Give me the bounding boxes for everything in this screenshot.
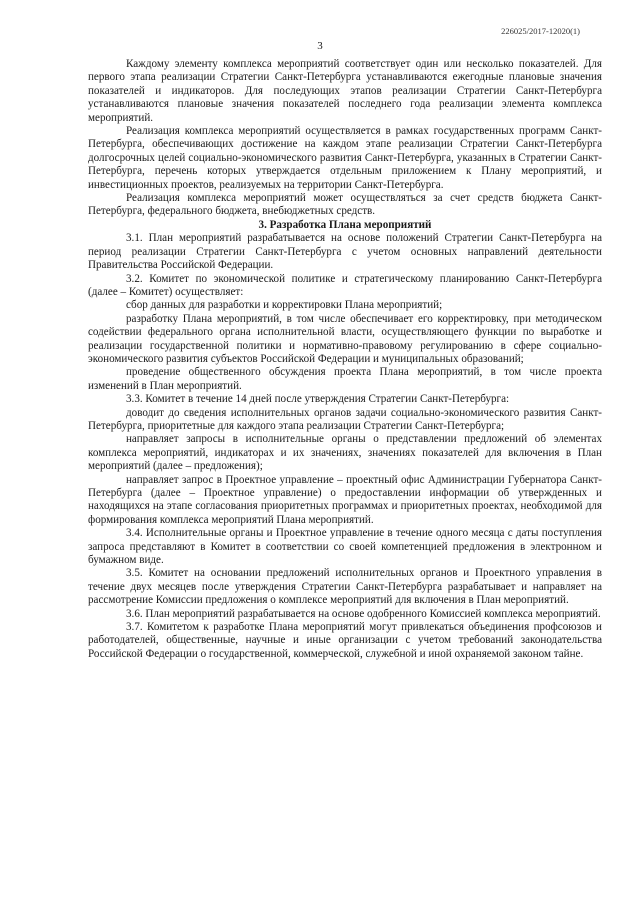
paragraph: Каждому элементу комплекса мероприятий соответствует один или несколько показателей. Для первого этапа реализации Стратегии Санкт-Петербурга устанавливаются ежегодные плановые значения показателей и индикаторов. Для последующих этапов реализации Стратегии Санкт-Петербурга устанавливаются плановые значения показателей последнего года реализации элемента комплекса мероприятий. <box>88 58 602 124</box>
page-number: 3 <box>317 40 323 52</box>
document-id: 226025/2017-12020(1) <box>501 26 580 36</box>
paragraph: 3.1. План мероприятий разрабатывается на основе положений Стратегии Санкт-Петербурга на период реализации Стратегии Санкт-Петербурга с учетом основных направлений деятельности Правительства Российской Федерации. <box>88 232 602 272</box>
document-body <box>88 58 602 661</box>
paragraph: 3.4. Исполнительные органы и Проектное управление в течение одного месяца с даты поступления запроса представляют в Комитет в соответствии со своей компетенцией предложения в электронном и бумажном виде. <box>88 527 602 567</box>
paragraph: Реализация комплекса мероприятий осуществляется в рамках государственных программ Санкт-Петербурга, обеспечивающих достижение на каждом этапе реализации Стратегии Санкт-Петербурга долгосрочных целей социально-экономического развития Санкт-Петербурга, указанных в Стратегии Санкт-Петербурга, перечень которых утверждается отдельным приложением к Плану мероприятий, и инвестиционных проектов, реализуемых на территории Санкт-Петербурга. <box>88 125 602 191</box>
paragraph: 3.6. План мероприятий разрабатывается на основе одобренного Комиссией комплекса мероприятий. <box>126 607 601 620</box>
paragraph: Реализация комплекса мероприятий может осуществляться за счет средств бюджета Санкт-Петербурга, федерального бюджета, внебюджетных средств. <box>88 192 602 218</box>
paragraph: сбор данных для разработки и корректировки Плана мероприятий; <box>126 299 443 312</box>
paragraph: проведение общественного обсуждения проекта Плана мероприятий, в том числе проекта изменений в План мероприятий. <box>88 366 602 392</box>
paragraph: направляет запросы в исполнительные органы о представлении предложений об элементах комплекса мероприятий, индикаторах и их значениях, значениях показателей для включения в План мероприятий (далее – предложения); <box>88 433 602 473</box>
paragraph: 3.7. Комитетом к разработке Плана мероприятий могут привлекаться объединения профсоюзов и работодателей, общественные, научные и иные организации с учетом требований законодательства Российской Федерации о государственной, коммерческой, служебной и иной охраняемой законом тайне. <box>88 621 602 660</box>
paragraph: 3.5. Комитет на основании предложений исполнительных органов и Проектного управления в течение двух месяцев после утверждения Стратегии Санкт-Петербурга разрабатывает и направляет на рассмотрение Комиссии предложения о комплексе мероприятий для включения в План мероприятий. <box>88 567 602 607</box>
paragraph: 3.2. Комитет по экономической политике и стратегическому планированию Санкт-Петербурга (далее – Комитет) осуществляет: <box>88 272 602 298</box>
paragraph: доводит до сведения исполнительных органов задачи социально-экономического развития Санкт-Петербурга, приоритетные для каждого этапа реализации Стратегии Санкт-Петербурга; <box>88 406 602 432</box>
paragraph: направляет запрос в Проектное управление – проектный офис Администрации Губернатора Санкт-Петербурга (далее – Проектное управление) о предоставлении информации об утвержденных и находящихся на этапе согласования приоритетных программах и приоритетных проектах, необходимой для формирования комплекса мероприятий Плана мероприятий. <box>88 473 602 526</box>
paragraph: 3.3. Комитет в течение 14 дней после утверждения Стратегии Санкт-Петербурга: <box>126 393 510 406</box>
paragraph: разработку Плана мероприятий, в том числе обеспечивает его корректировку, при методическом содействии федерального органа исполнительной власти, осуществляющего функции по выработке и реализации государственной политики и нормативно-правовому регулированию в сфере социально-экономического развития субъектов Российской Федерации и муниципальных образований; <box>88 312 602 365</box>
section-title: 3. Разработка Плана мероприятий <box>258 218 432 231</box>
